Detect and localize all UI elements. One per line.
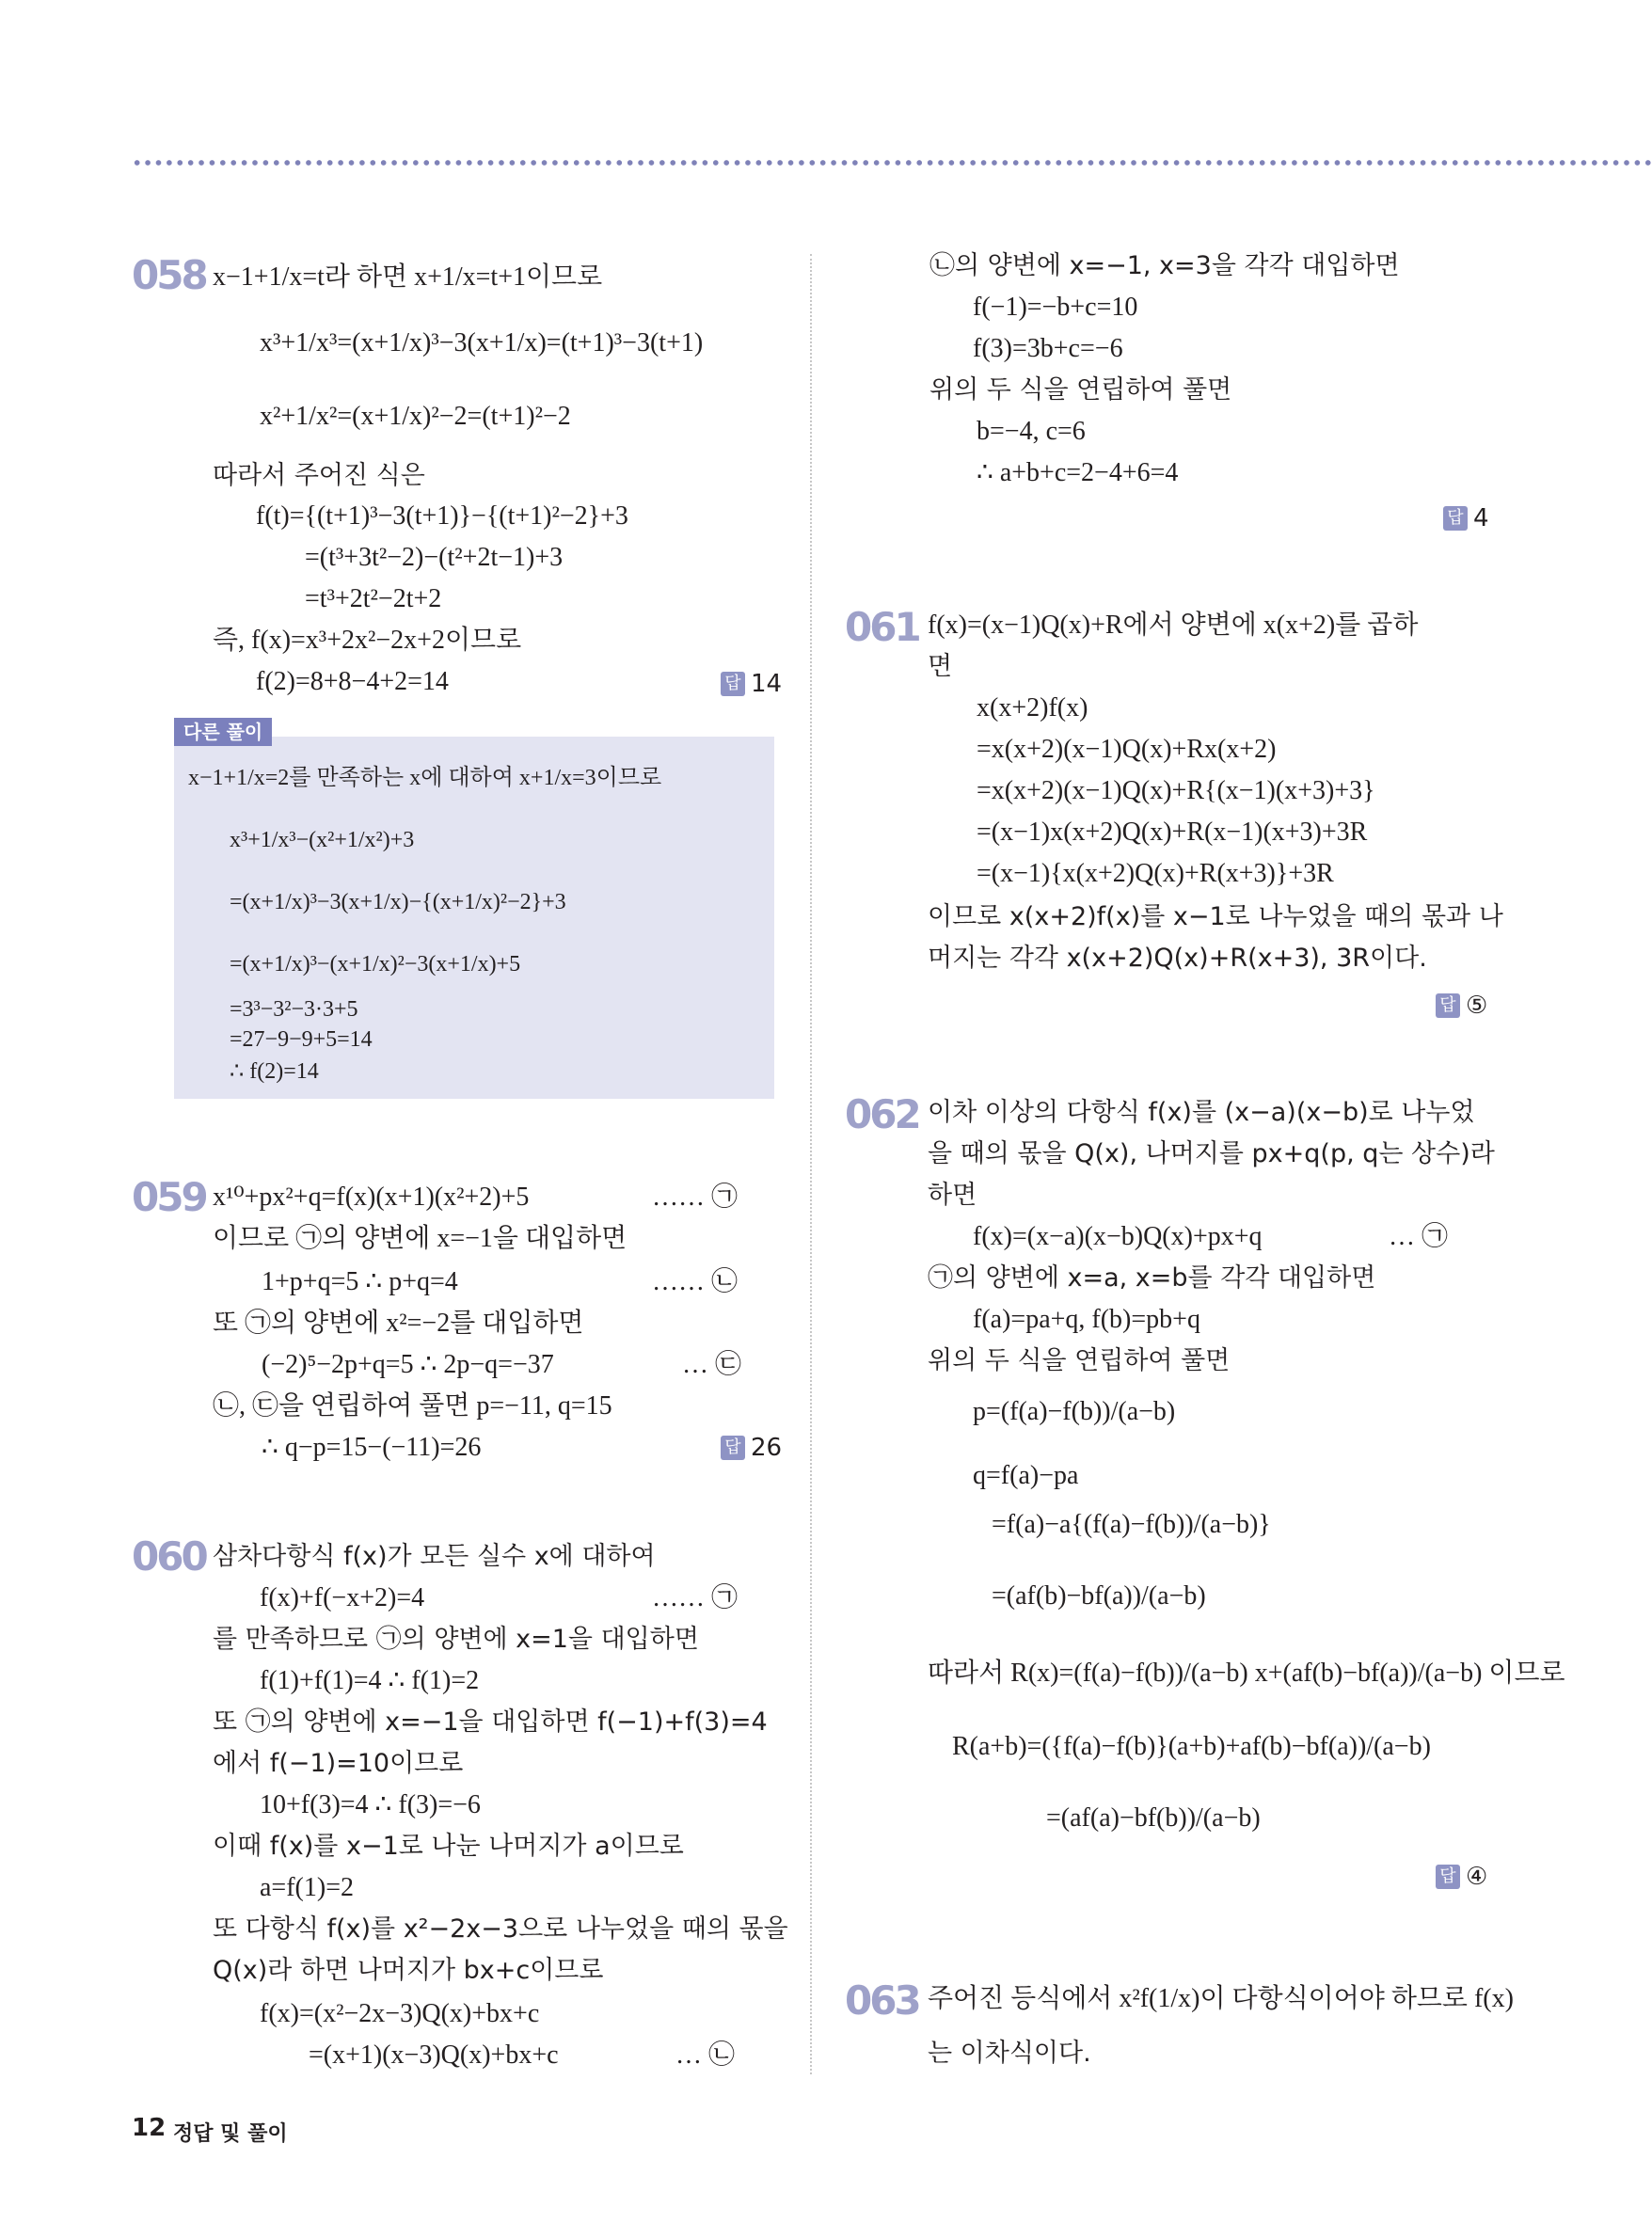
p062-line-11: =(af(b)−bf(a))/(a−b) [992, 1581, 1206, 1611]
p061-line-5: =x(x+2)(x−1)Q(x)+R{(x−1)(x+3)+3} [977, 776, 1375, 805]
header-dotted-rule [132, 158, 1652, 167]
p061-line-6: =(x−1)x(x+2)Q(x)+R(x−1)(x+3)+3R [977, 818, 1368, 847]
p061-line-1: f(x)=(x−1)Q(x)+R에서 양변에 x(x+2)를 곱하 [928, 611, 1419, 640]
p059-line-1: x¹⁰+px²+q=f(x)(x+1)(x²+2)+5 [213, 1183, 530, 1212]
p060-cont-line-3: f(3)=3b+c=−6 [973, 334, 1123, 363]
p061-line-7: =(x−1){x(x+2)Q(x)+R(x+3)}+3R [977, 859, 1334, 888]
p059-line-5: (−2)⁵−2p+q=5 ∴ 2p−q=−37 [262, 1350, 554, 1379]
p061-line-9: 머지는 각각 x(x+2)Q(x)+R(x+3), 3R이다. [928, 944, 1427, 973]
p061-line-2: 면 [928, 652, 953, 681]
p062-line-5: ㉠의 양변에 x=a, x=b를 각각 대입하면 [928, 1263, 1376, 1293]
p060-cont-line-2: f(−1)=−b+c=10 [973, 293, 1138, 322]
alt-line-1: x−1+1/x=2를 만족하는 x에 대하여 x+1/x=3이므로 [188, 766, 662, 790]
answer-badge: 답 [1436, 1865, 1460, 1889]
p059-answer [721, 1434, 782, 1462]
p060-answer [1443, 504, 1489, 532]
p060-line-3: 를 만족하므로 ㉠의 양변에 x=1을 대입하면 [213, 1625, 699, 1654]
p062-line-6: f(a)=pa+q, f(b)=pb+q [973, 1305, 1200, 1334]
alt-line-4: =(x+1/x)³−(x+1/x)²−3(x+1/x)+5 [230, 952, 521, 977]
p060-line-10: 또 다항식 f(x)를 x²−2x−3으로 나누었을 때의 몫을 [213, 1914, 788, 1944]
problem-number-058: 058 [132, 252, 206, 298]
page-number: 12 [132, 2114, 167, 2142]
p058-line-6: =(t³+3t²−2)−(t²+2t−1)+3 [305, 543, 564, 572]
p058-line-2: x³+1/x³=(x+1/x)³−3(x+1/x)=(t+1)³−3(t+1) [260, 328, 704, 357]
p062-line-1: 이차 이상의 다항식 f(x)를 (x−a)(x−b)로 나누었 [928, 1098, 1475, 1127]
alt-line-3: =(x+1/x)³−3(x+1/x)−{(x+1/x)²−2}+3 [230, 890, 566, 914]
alt-line-5: =3³−3²−3·3+5 [230, 997, 358, 1022]
p062-line-8: p=(f(a)−f(b))/(a−b) [973, 1397, 1176, 1426]
p059-tag-1: …… ㉠ [652, 1183, 739, 1212]
column-divider [810, 254, 812, 2074]
p062-answer [1436, 1863, 1487, 1891]
p062-line-3: 하면 [928, 1181, 977, 1210]
alt-line-2: x³+1/x³−(x²+1/x²)+3 [230, 828, 415, 852]
p060-line-1: 삼차다항식 f(x)가 모든 실수 x에 대하여 [213, 1542, 656, 1571]
p060-line-5: 또 ㉠의 양변에 x=−1을 대입하면 f(−1)+f(3)=4 [213, 1707, 768, 1737]
p059-line-6: ㉡, ㉢을 연립하여 풀면 p=−11, q=15 [213, 1391, 612, 1421]
alt-line-6: =27−9−9+5=14 [230, 1027, 373, 1052]
p061-line-3: x(x+2)f(x) [977, 693, 1088, 722]
problem-number-059: 059 [132, 1174, 206, 1220]
p060-tag-2: … ㉡ [675, 2040, 736, 2070]
p059-tag-2: …… ㉡ [652, 1267, 739, 1296]
p058-line-3: x²+1/x²=(x+1/x)²−2=(t+1)²−2 [260, 402, 571, 431]
answer-badge: 답 [1443, 506, 1468, 531]
p058-answer [721, 670, 782, 698]
page-footer-title: 정답 및 풀이 [173, 2122, 288, 2146]
problem-number-061: 061 [845, 604, 919, 650]
p061-answer-value: ⑤ [1466, 992, 1488, 1020]
p060-cont-line-1: ㉡의 양변에 x=−1, x=3을 각각 대입하면 [929, 251, 1400, 280]
problem-number-060: 060 [132, 1533, 206, 1580]
p058-line-1: x−1+1/x=t라 하면 x+1/x=t+1이므로 [213, 262, 603, 292]
p060-line-12: f(x)=(x²−2x−3)Q(x)+bx+c [260, 1999, 540, 2028]
p059-line-2: 이므로 ㉠의 양변에 x=−1을 대입하면 [213, 1224, 627, 1253]
p060-line-4: f(1)+f(1)=4 ∴ f(1)=2 [260, 1666, 480, 1695]
p060-line-7: 10+f(3)=4 ∴ f(3)=−6 [260, 1790, 481, 1819]
p062-line-7: 위의 두 식을 연립하여 풀면 [928, 1346, 1231, 1375]
p058-line-4: 따라서 주어진 식은 [213, 461, 425, 490]
alt-solution-label: 다른 풀이 [174, 718, 272, 746]
p062-line-12: 따라서 R(x)=(f(a)−f(b))/(a−b) x+(af(b)−bf(a))/(a−b) 이므로 [928, 1659, 1565, 1688]
p058-line-7: =t³+2t²−2t+2 [305, 584, 442, 613]
p058-line-5: f(t)={(t+1)³−3(t+1)}−{(t+1)²−2}+3 [256, 501, 628, 531]
p062-line-9: q=f(a)−pa [973, 1461, 1079, 1490]
p062-line-4: f(x)=(x−a)(x−b)Q(x)+px+q [973, 1222, 1263, 1251]
p058-line-9: f(2)=8+8−4+2=14 [256, 667, 449, 696]
answer-badge: 답 [1436, 993, 1460, 1018]
p061-answer [1436, 992, 1487, 1020]
p059-tag-3: … ㉢ [682, 1350, 742, 1379]
p060-line-8: 이때 f(x)를 x−1로 나눈 나머지가 a이므로 [213, 1832, 684, 1861]
p062-line-2: 을 때의 몫을 Q(x), 나머지를 px+q(p, q는 상수)라 [928, 1139, 1495, 1168]
p058-line-8: 즉, f(x)=x³+2x²−2x+2이므로 [213, 626, 522, 655]
p062-line-14: =(af(a)−bf(b))/(a−b) [1046, 1803, 1261, 1833]
answer-badge: 답 [721, 672, 745, 696]
problem-number-063: 063 [845, 1977, 919, 2024]
p059-line-3: 1+p+q=5 ∴ p+q=4 [262, 1267, 458, 1296]
p061-line-8: 이므로 x(x+2)f(x)를 x−1로 나누었을 때의 몫과 나 [928, 902, 1503, 931]
p062-line-10: =f(a)−a{(f(a)−f(b))/(a−b)} [992, 1510, 1271, 1539]
problem-number-062: 062 [845, 1091, 919, 1137]
p060-answer-value: 4 [1473, 504, 1489, 532]
p061-line-4: =x(x+2)(x−1)Q(x)+Rx(x+2) [977, 735, 1277, 764]
p060-line-2: f(x)+f(−x+2)=4 [260, 1583, 425, 1612]
p062-answer-value: ④ [1466, 1863, 1488, 1891]
p060-line-6: 에서 f(−1)=10이므로 [213, 1749, 464, 1778]
p063-line-1: 주어진 등식에서 x²f(1/x)이 다항식이어야 하므로 f(x) [928, 1984, 1514, 2013]
p062-line-13: R(a+b)=({f(a)−f(b)}(a+b)+af(b)−bf(a))/(a−b) [952, 1732, 1431, 1761]
alt-line-7: ∴ f(2)=14 [230, 1059, 319, 1084]
p060-cont-line-5: b=−4, c=6 [977, 417, 1086, 446]
p060-line-13: =(x+1)(x−3)Q(x)+bx+c [309, 2040, 559, 2070]
p060-cont-line-4: 위의 두 식을 연립하여 풀면 [929, 375, 1232, 405]
p060-line-9: a=f(1)=2 [260, 1873, 354, 1902]
p059-line-7: ∴ q−p=15−(−11)=26 [262, 1433, 482, 1462]
p062-tag-1: … ㉠ [1389, 1222, 1449, 1251]
p058-answer-value: 14 [751, 670, 783, 698]
p063-line-2: 는 이차식이다. [928, 2039, 1091, 2068]
p059-answer-value: 26 [751, 1434, 783, 1462]
p060-line-11: Q(x)라 하면 나머지가 bx+c이므로 [213, 1956, 604, 1985]
p060-cont-line-6: ∴ a+b+c=2−4+6=4 [977, 458, 1179, 487]
p059-line-4: 또 ㉠의 양변에 x²=−2를 대입하면 [213, 1309, 584, 1338]
answer-badge: 답 [721, 1436, 745, 1460]
p060-tag-1: …… ㉠ [652, 1583, 739, 1612]
